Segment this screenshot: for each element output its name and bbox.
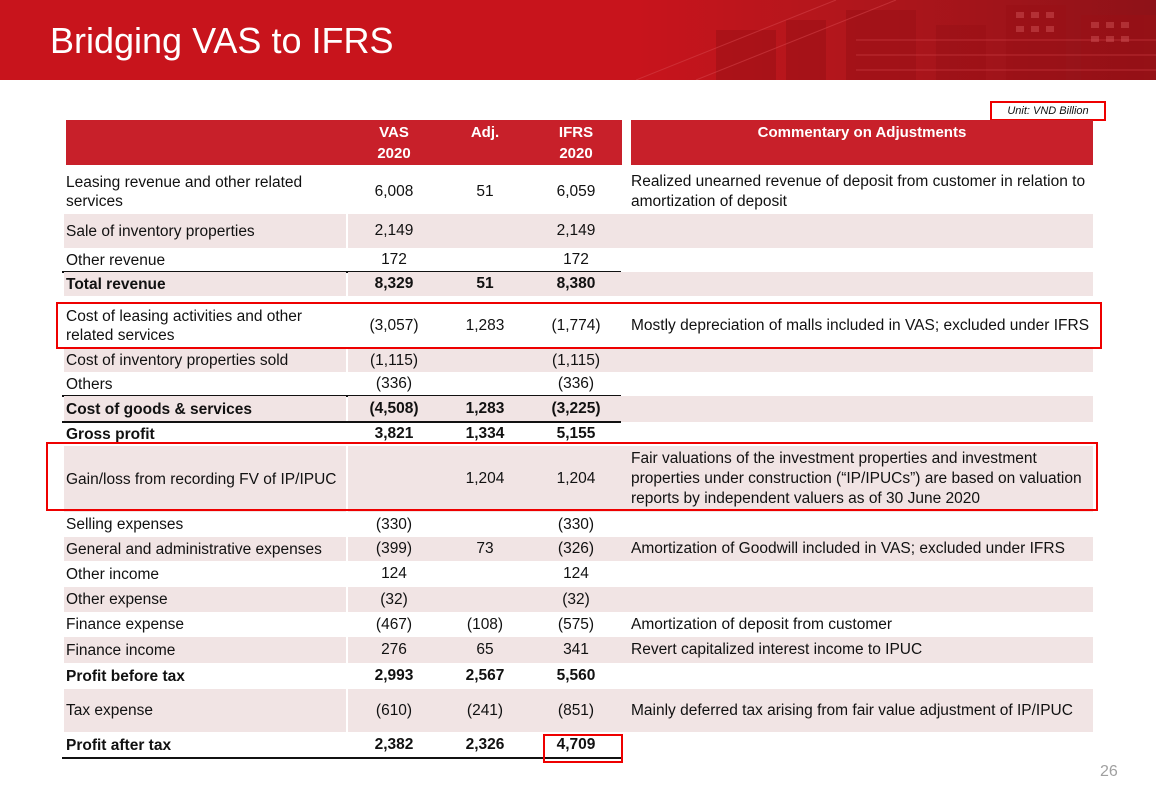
header-vas-label: VAS <box>379 124 409 141</box>
row-vas-value: (4,508) <box>369 400 419 417</box>
highlight-box-profit-ifrs <box>543 734 623 763</box>
row-ifrs-value: 5,560 <box>556 667 596 684</box>
row-vas-value: (32) <box>380 590 408 608</box>
row-vas-value: 2,149 <box>374 222 414 239</box>
row-commentary: Realized unearned revenue of deposit from customer in relation to amortization of deposit <box>631 172 1086 210</box>
row-adj-value <box>440 512 530 537</box>
header-commentary-label: Commentary on Adjustments <box>757 124 967 141</box>
page-title: Bridging VAS to IFRS <box>50 20 394 61</box>
row-commentary <box>631 587 1095 612</box>
row-ifrs-value: (3,225) <box>551 400 601 417</box>
row-adj-value: 1,283 <box>465 316 505 334</box>
row-ifrs-value: 4,709 <box>556 736 596 753</box>
row-ifrs-value: (32) <box>562 590 590 608</box>
table-row <box>0 272 1156 296</box>
row-vas-value: (3,057) <box>369 316 419 334</box>
building-image <box>636 0 1156 80</box>
row-label: Profit before tax <box>66 667 185 685</box>
table-row <box>0 612 1156 637</box>
row-ifrs-value: 8,380 <box>556 275 596 292</box>
table-row <box>0 214 1156 248</box>
row-commentary <box>631 732 1095 758</box>
row-vas-value: (336) <box>375 375 413 392</box>
row-label: Gain/loss from recording FV of IP/IPUC <box>66 470 337 488</box>
row-commentary: Mostly depreciation of malls included in VAS; excluded under IFRS <box>631 316 1090 334</box>
row-adj-value: (241) <box>466 701 504 719</box>
row-adj-value: 1,334 <box>465 425 505 442</box>
row-label: Selling expenses <box>66 516 184 533</box>
row-vas-value: 172 <box>381 251 407 268</box>
row-label: Other income <box>66 565 160 583</box>
row-label: Gross profit <box>66 425 155 443</box>
row-vas-value: (1,115) <box>370 351 418 369</box>
row-label: Leasing revenue and other related services <box>66 173 303 210</box>
header-ifrs <box>530 120 622 165</box>
row-vas-value: (399) <box>375 540 413 557</box>
row-adj-value: (108) <box>466 615 504 633</box>
row-adj-value <box>440 248 530 272</box>
table-row <box>0 512 1156 537</box>
row-ifrs-value: 6,059 <box>556 182 596 200</box>
row-ifrs-value: 341 <box>563 641 589 658</box>
table-row <box>0 396 1156 422</box>
row-adj-value: 2,567 <box>465 667 505 684</box>
row-label: Total revenue <box>66 275 166 293</box>
row-ifrs-value: 124 <box>563 565 589 582</box>
row-ifrs-value: 172 <box>563 251 589 268</box>
page-number: 26 <box>1100 763 1118 780</box>
row-label: Others <box>66 375 113 393</box>
row-ifrs-value: (851) <box>557 701 595 719</box>
row-commentary: Revert capitalized interest income to IPUC <box>631 641 923 658</box>
row-ifrs-value: (575) <box>557 615 595 633</box>
row-vas-value: (330) <box>375 515 413 533</box>
row-ifrs-value: (330) <box>557 515 595 533</box>
row-vas-value: 8,329 <box>374 275 414 292</box>
row-vas-value: 6,008 <box>374 182 414 200</box>
row-label: Profit after tax <box>66 736 172 754</box>
row-adj-value: 51 <box>476 182 494 200</box>
row-label: Other expense <box>66 591 168 608</box>
row-adj-value <box>440 349 530 372</box>
table-row <box>0 637 1156 663</box>
row-ifrs-value: (1,115) <box>552 351 600 369</box>
row-ifrs-value: 1,204 <box>556 470 596 487</box>
row-vas-value: 2,382 <box>374 736 414 753</box>
table-row <box>0 169 1156 214</box>
row-vas-value: 124 <box>381 565 407 582</box>
row-commentary <box>631 272 1095 296</box>
row-label: Sale of inventory properties <box>66 222 255 240</box>
header-ifrs-label: IFRS <box>558 124 594 141</box>
row-commentary: Amortization of Goodwill included in VAS; excluded under IFRS <box>631 540 1065 557</box>
header-commentary <box>631 120 1093 165</box>
row-commentary <box>631 561 1095 587</box>
row-adj-value <box>440 561 530 587</box>
total-rule <box>62 757 621 759</box>
header-blank <box>66 120 348 165</box>
row-ifrs-value: (1,774) <box>551 316 601 334</box>
table-row <box>0 561 1156 587</box>
row-adj-value: 1,204 <box>465 470 505 487</box>
row-adj-value <box>440 214 530 248</box>
table-row <box>0 372 1156 396</box>
row-label: Tax expense <box>66 702 154 719</box>
row-adj-value: 51 <box>476 275 494 292</box>
unit-label: Unit: VND Billion <box>990 101 1106 121</box>
row-commentary <box>631 512 1095 537</box>
row-commentary <box>631 663 1095 689</box>
row-label: Cost of leasing activities and other related services <box>66 307 303 344</box>
row-vas-value: (467) <box>375 615 413 633</box>
header-vas-year: 2020 <box>377 145 411 162</box>
table-row <box>0 349 1156 372</box>
row-adj-value <box>440 372 530 396</box>
row-vas-value: 276 <box>381 641 407 658</box>
header-adj-label: Adj. <box>470 124 500 141</box>
row-label: Finance income <box>66 641 176 659</box>
row-commentary: Amortization of deposit from customer <box>631 615 893 633</box>
row-commentary <box>631 248 1095 272</box>
row-commentary <box>631 349 1095 372</box>
title-banner <box>0 0 1156 80</box>
row-commentary <box>631 214 1095 248</box>
row-vas-value: 2,993 <box>374 667 414 684</box>
row-adj-value: 2,326 <box>465 736 505 753</box>
row-adj-value: 65 <box>476 641 494 658</box>
row-label: General and administrative expenses <box>66 540 322 558</box>
row-ifrs-value: 2,149 <box>556 222 596 239</box>
table-row <box>0 248 1156 272</box>
table-row <box>0 663 1156 689</box>
row-label: Other revenue <box>66 251 166 269</box>
row-ifrs-value: (336) <box>557 375 595 392</box>
row-label: Finance expense <box>66 616 185 633</box>
row-label: Cost of goods & services <box>66 400 253 418</box>
header-adj <box>440 120 530 165</box>
row-commentary <box>631 396 1095 422</box>
row-label: Cost of inventory properties sold <box>66 352 289 369</box>
row-adj-value: 73 <box>476 540 494 557</box>
row-vas-value: (610) <box>375 701 413 719</box>
row-vas-value: 3,821 <box>374 425 414 442</box>
row-commentary: Mainly deferred tax arising from fair value adjustment of IP/IPUC <box>631 701 1073 719</box>
highlight-box-cost-leasing <box>56 302 1102 349</box>
header-ifrs-year: 2020 <box>559 145 593 162</box>
table-row <box>0 587 1156 612</box>
row-ifrs-value: (326) <box>557 540 595 557</box>
row-adj-value <box>440 587 530 612</box>
row-adj-value: 1,283 <box>465 400 505 417</box>
row-commentary: Fair valuations of the investment properties and investment properties under construction (“IP/IPUCs”) are based on valuation reports by independent valuers as of 30 June 2020 <box>631 450 1082 507</box>
highlight-box-fv-gain <box>46 442 1098 511</box>
table-row <box>0 537 1156 561</box>
header-vas <box>348 120 440 165</box>
row-commentary <box>631 372 1095 396</box>
table-row <box>0 689 1156 732</box>
row-ifrs-value: 5,155 <box>556 425 596 442</box>
